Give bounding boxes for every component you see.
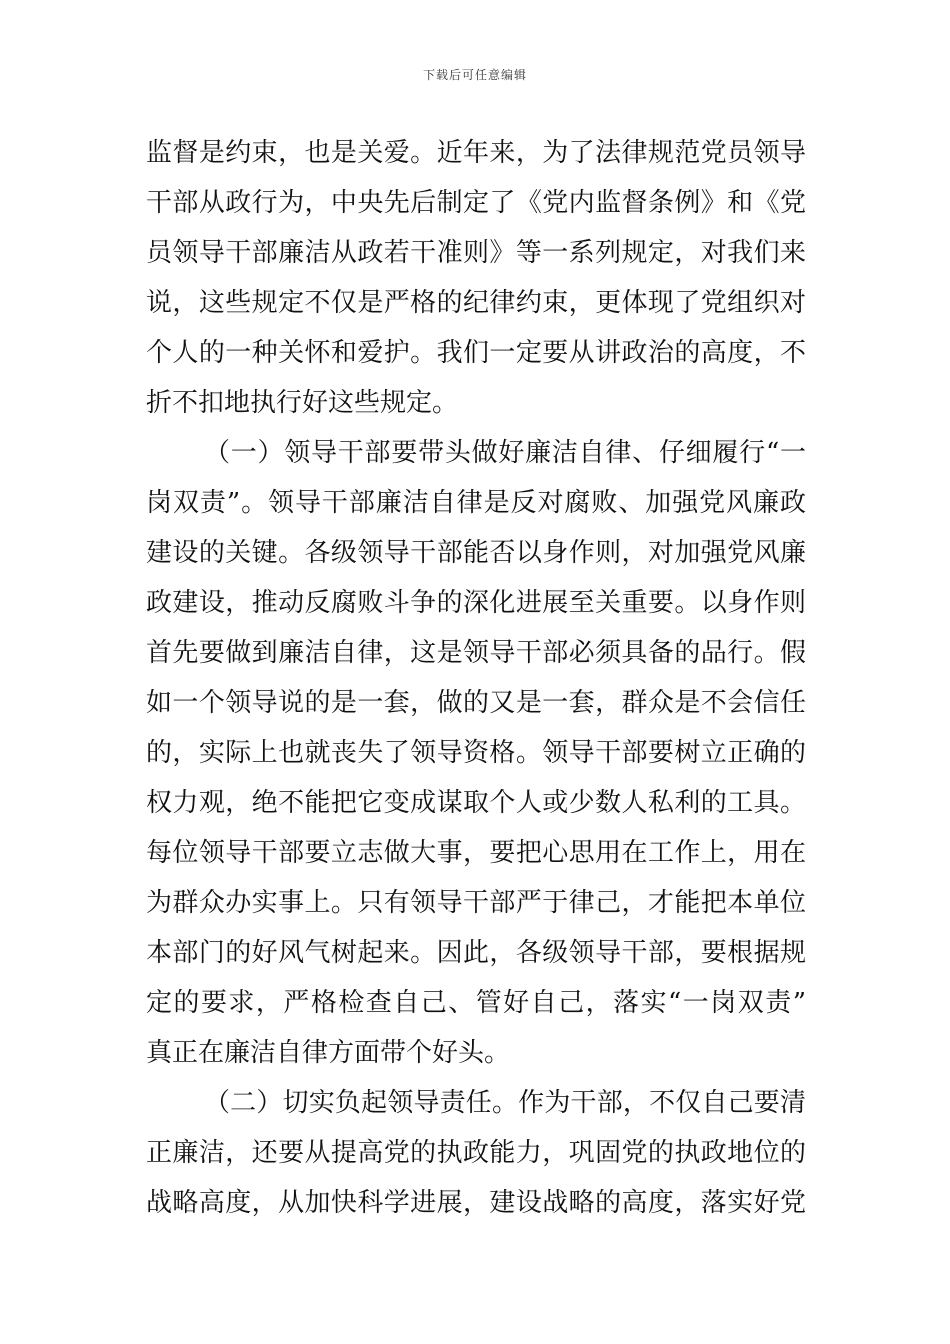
text-line: （一）领导干部要带头做好廉洁自律、仔细履行“一 [204,438,806,468]
text-line: 折不扣地执行好这些规定。 [146,388,459,418]
text-line: 政建设，推动反腐败斗争的深化进展至关重要。以身作则 [146,588,806,618]
header-note: 下载后可任意编辑 [422,68,527,82]
paragraph-3 [146,1078,806,1228]
text-line: 的，实际上也就丧失了领导资格。领导干部要树立正确的 [146,738,806,768]
text-line: 定的要求，严格检查自己、管好自己，落实“一岗双责” [146,988,806,1018]
text-line: 真正在廉洁自律方面带个好头。 [146,1038,511,1068]
text-line: 首先要做到廉洁自律，这是领导干部必须具备的品行。假 [146,638,806,668]
text-line: 员领导干部廉洁从政若干准则》等一系列规定，对我们来 [146,238,806,268]
text-line: 个人的一种关怀和爱护。我们一定要从讲政治的高度，不 [146,338,806,368]
text-line: （二）切实负起领导责任。作为干部，不仅自己要清 [204,1088,806,1118]
paragraph-2 [146,428,806,1078]
body-text [146,128,806,1228]
text-line: 建设的关键。各级领导干部能否以身作则，对加强党风廉 [146,538,806,568]
text-line: 战略高度，从加快科学进展，建设战略的高度，落实好党 [146,1188,806,1218]
text-line: 说，这些规定不仅是严格的纪律约束，更体现了党组织对 [146,288,806,318]
text-line: 每位领导干部要立志做大事，要把心思用在工作上，用在 [146,838,806,868]
text-line: 干部从政行为，中央先后制定了《党内监督条例》和《党 [146,188,806,218]
paragraph-1 [146,128,806,428]
text-line: 正廉洁，还要从提高党的执政能力，巩固党的执政地位的 [146,1138,806,1168]
text-line: 为群众办实事上。只有领导干部严于律己，才能把本单位 [146,888,806,918]
text-line: 本部门的好风气树起来。因此，各级领导干部，要根据规 [146,938,806,968]
text-line: 权力观，绝不能把它变成谋取个人或少数人私利的工具。 [146,788,806,818]
text-line: 监督是约束，也是关爱。近年来，为了法律规范党员领导 [146,138,806,168]
text-line: 岗双责”。领导干部廉洁自律是反对腐败、加强党风廉政 [146,488,806,518]
text-line: 如一个领导说的是一套，做的又是一套，群众是不会信任 [146,688,806,718]
